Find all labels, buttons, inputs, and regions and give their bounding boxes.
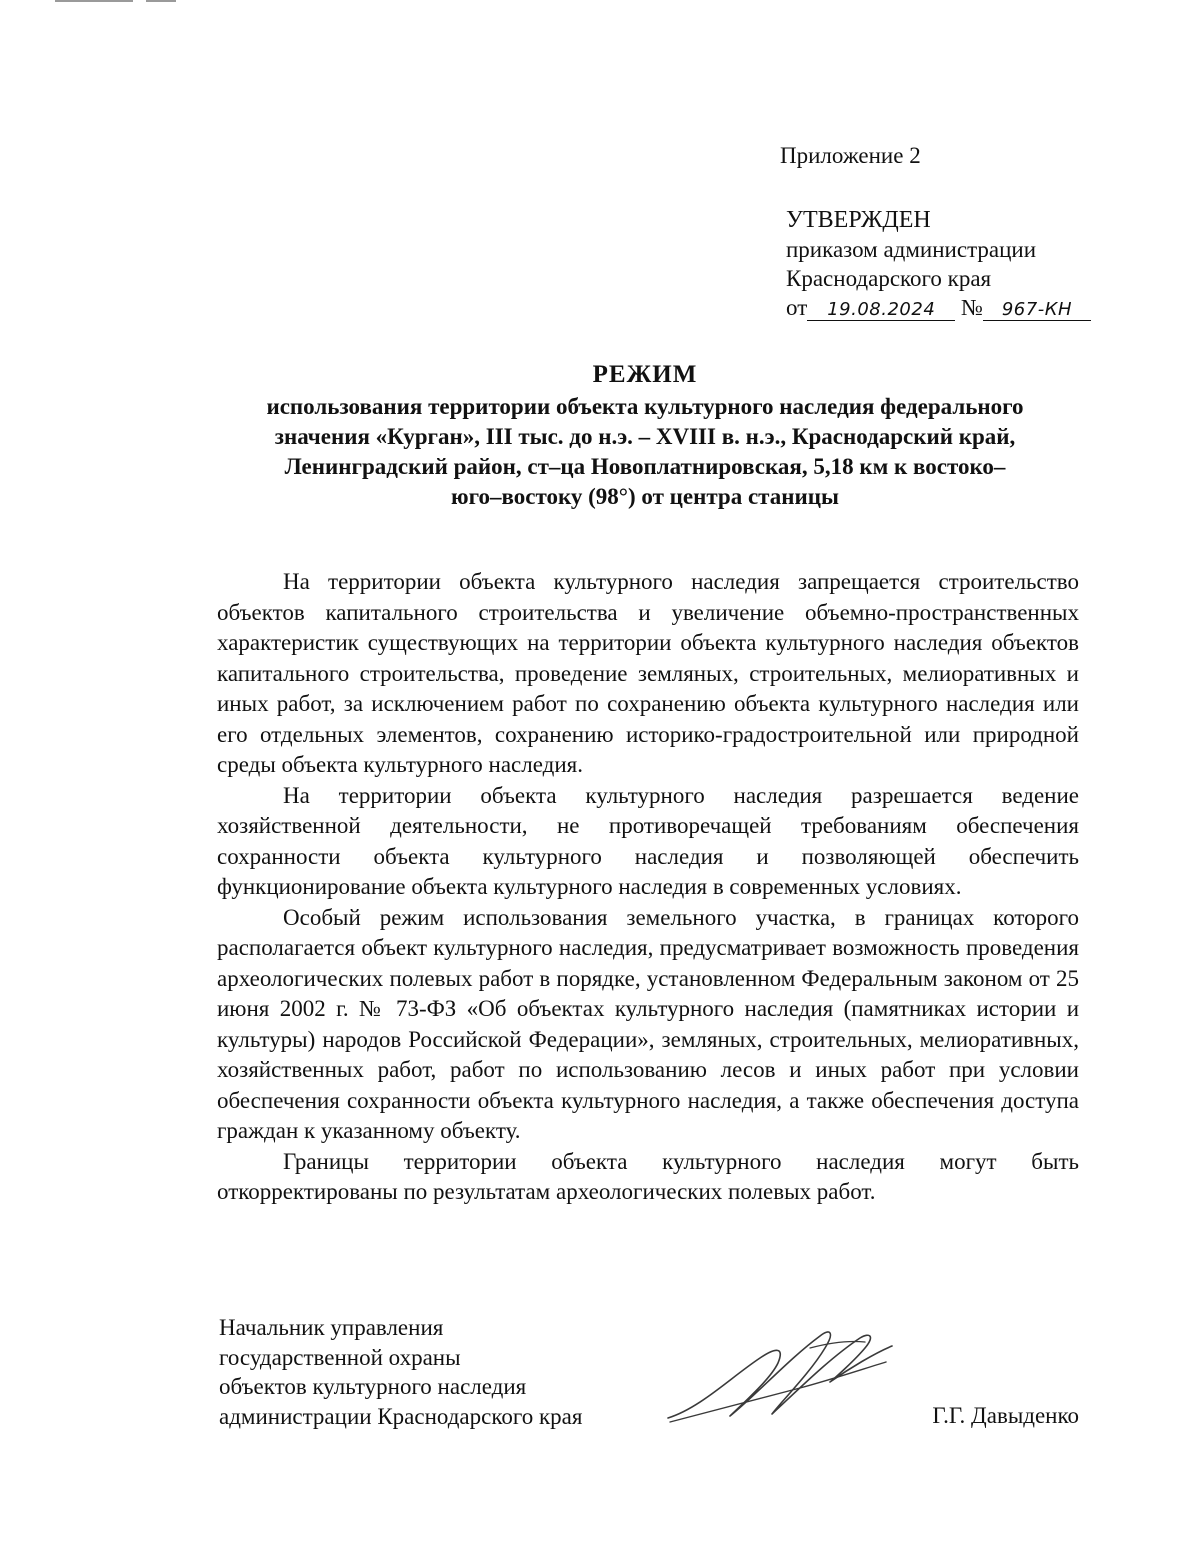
scan-edge-mark (55, 0, 133, 2)
approval-line: Краснодарского края (786, 266, 992, 291)
document-heading (205, 358, 1085, 512)
position-line: объектов культурного наследия (219, 1374, 527, 1399)
order-date: 19.08.2024 (807, 300, 955, 321)
signature-block (219, 1313, 1079, 1443)
signer-name: Г.Г. Давыденко (932, 1403, 1079, 1428)
date-prefix: от (786, 295, 808, 320)
subtitle-line: значения «Курган», III тыс. до н.э. – XVIII в. н.э., Краснодарский край, (274, 424, 1016, 449)
scan-edge-mark (146, 0, 176, 2)
document-body (217, 567, 1079, 1208)
approval-line: приказом администрации (786, 237, 1037, 262)
order-number: 967-КН (983, 300, 1091, 321)
appendix-label: Приложение 2 (780, 143, 921, 168)
body-paragraph: На территории объекта культурного наследия запрещается строительство объектов капитального строительства и увеличение объемно-пространственных характеристик существующих на территории объекта культурного наследия объектов капитального строительства, проведение земляных, строительных, мелиоративных и иных работ, за исключением работ по сохранению объекта культурного наследия или его отдельных элементов, сохранению историко-градостроительной или природной среды объекта культурного наследия. (217, 569, 1079, 777)
approval-title: УТВЕРЖДЕН (786, 207, 931, 233)
signer-position (219, 1313, 582, 1431)
position-line: Начальник управления (219, 1315, 444, 1340)
position-line: администрации Краснодарского края (219, 1403, 583, 1429)
body-paragraph: Границы территории объекта культурного наследия могут быть откорректированы по результатам археологических полевых работ. (217, 1148, 1079, 1204)
subtitle-line: использования территории объекта культурного наследия федерального (266, 394, 1024, 419)
subtitle-line: юго–востоку (98°) от центра станицы (451, 484, 839, 509)
number-prefix: № (961, 295, 983, 320)
position-line: государственной охраны (219, 1344, 461, 1370)
document-subtitle (205, 392, 1085, 512)
handwritten-signature (660, 1318, 900, 1428)
approval-block (786, 205, 1091, 322)
body-paragraph: На территории объекта культурного наследия разрешается ведение хозяйственной деятельности, не противоречащей требованиям обеспечения сохранности объекта культурного наследия и позволяющей обеспечить функционирование объекта культурного наследия в современных условиях. (217, 782, 1079, 899)
document-title: РЕЖИМ (592, 361, 698, 388)
body-paragraph: Особый режим использования земельного участка, в границах которого располагается объект культурного наследия, предусматривает возможность проведения археологических полевых работ в порядке, установленном Федеральным законом от 25 июня 2002 г. № 73-ФЗ «Об объектах культурного наследия (памятниках истории и культуры) народов Российской Федерации», земляных, строительных, мелиоративных, хозяйственных работ, работ по использованию лесов и иных работ при условии обеспечения сохранности объекта культурного наследия, а также обеспечения доступа граждан к указанному объекту. (217, 904, 1079, 1143)
order-date-number-line (786, 293, 1091, 322)
subtitle-line: Ленинградский район, ст–ца Новоплатнировская, 5,18 км к востоко– (284, 454, 1006, 479)
